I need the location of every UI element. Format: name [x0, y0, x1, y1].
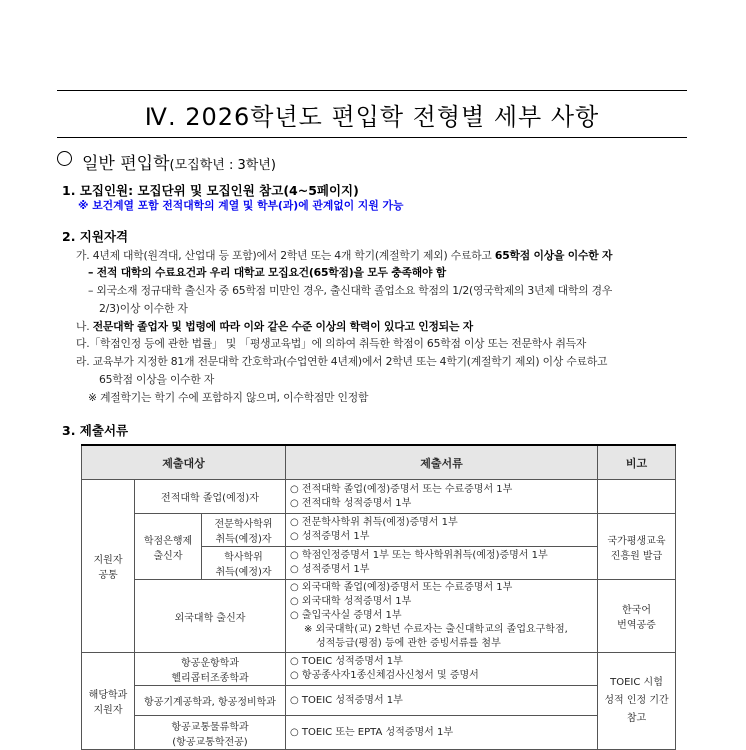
header-documents: 제출서류 — [286, 445, 598, 480]
table-row — [82, 686, 676, 716]
item2-note: ※ 계절학기는 학기 수에 포함하지 않으며, 이수학점만 인정함 — [88, 391, 369, 404]
qualification-a-dash1: – 전적 대학의 수료요건과 우리 대학교 모집요건(65학점)을 모두 충족해야 함 — [88, 266, 446, 279]
documents-cell — [286, 547, 598, 580]
table-row — [82, 716, 676, 750]
table-row — [82, 480, 676, 514]
remarks-cell: 한국어 번역공증 — [598, 580, 676, 653]
circle-bullet-icon — [57, 151, 72, 166]
target-cell: 항공기계공학과, 항공정비학과 — [135, 686, 286, 716]
qualification-a-dash2-line1: – 외국소재 정규대학 출신자 중 65학점 미만인 경우, 출신대학 졸업소요 학점의 1/2(영국학제의 3년제 대학의 경우 — [88, 284, 613, 297]
document-item: ○ 성적증명서 1부 — [290, 531, 370, 542]
document-item: ○ TOEIC 성적증명서 1부 — [290, 656, 403, 667]
qualification-a-dash2-line2: 2/3)이상 이수한 자 — [99, 302, 188, 315]
document-item: ○ 외국대학 졸업(예정)증명서 또는 수료증명서 1부 — [290, 582, 513, 593]
qualification-b — [76, 319, 473, 334]
item3-heading: 3. 제출서류 — [62, 423, 129, 438]
remarks-cell: 국가평생교육 진흥원 발급 — [598, 514, 676, 580]
documents-cell — [286, 480, 598, 514]
table-row — [82, 580, 676, 653]
qualification-a-text: 가. 4년제 대학(원격대, 산업대 등 포함)에서 2학년 또는 4개 학기(계절학기 제외) 수료하고 — [76, 249, 495, 262]
documents-cell — [286, 716, 598, 750]
item1-note: ※ 보건계열 포함 전적대학의 계열 및 학부(과)에 관계없이 지원 가능 — [78, 199, 404, 212]
target-cell: 전문학사학위 취득(예정)자 — [202, 514, 286, 547]
document-note: ※ 외국대학(교) 2학년 수료자는 출신대학교의 졸업요구학점, — [304, 624, 568, 635]
remarks-cell — [598, 480, 676, 514]
section-title: 일반 편입학 — [82, 154, 170, 174]
qualification-c: 다.「학점인정 등에 관한 법률」 및 「평생교육법」에 의하여 취득한 학점이 65학점 이상 또는 전문학사 취득자 — [76, 337, 587, 350]
document-item: ○ 전문학사학위 취득(예정)증명서 1부 — [290, 517, 458, 528]
documents-cell — [286, 580, 598, 653]
section-heading — [82, 149, 276, 174]
document-item: ○ 외국대학 성적증명서 1부 — [290, 596, 412, 607]
qualification-b-text: 전문대학 졸업자 및 법령에 따라 이와 같은 수준 이상의 학력이 있다고 인정되는 자 — [92, 320, 473, 333]
document-item: ○ TOEIC 성적증명서 1부 — [290, 694, 403, 706]
document-item: ○ 학점인정증명서 1부 또는 학사학위취득(예정)증명서 1부 — [290, 550, 548, 561]
target-cell: 외국대학 출신자 — [135, 580, 286, 653]
documents-cell — [286, 653, 598, 686]
table-row — [82, 514, 676, 547]
target-cell: 항공교통물류학과 (항공교통학전공) — [135, 716, 286, 750]
target-cell: 항공운항학과 헬리콥터조종학과 — [135, 653, 286, 686]
qualification-a — [76, 248, 612, 263]
remarks-cell: TOEIC 시험 성적 인정 기간 참고 — [598, 653, 676, 750]
document-item: ○ 전적대학 졸업(예정)증명서 또는 수료증명서 1부 — [290, 483, 513, 495]
group-credit-bank: 학점은행제 출신자 — [135, 514, 202, 580]
title-bottom-rule — [57, 137, 687, 138]
table-row — [82, 653, 676, 686]
item1-heading: 1. 모집인원: 모집단위 및 모집인원 참고(4~5페이지) — [62, 183, 359, 198]
qualification-a-emphasis: 65학점 이상을 이수한 자 — [494, 249, 613, 262]
table-header-row — [82, 445, 676, 480]
document-note: 성적등급(평점) 등에 관한 증빙서류를 첨부 — [316, 638, 501, 649]
section-subtitle: (모집학년 : 3학년) — [169, 158, 276, 173]
document-item: ○ TOEIC 또는 EPTA 성적증명서 1부 — [290, 726, 454, 738]
target-cell: 학사학위 취득(예정)자 — [202, 547, 286, 580]
documents-cell — [286, 686, 598, 716]
document-item: ○ 성적증명서 1부 — [290, 564, 370, 575]
document-item: ○ 전적대학 성적증명서 1부 — [290, 497, 412, 509]
item2-heading: 2. 지원자격 — [62, 229, 129, 244]
documents-cell — [286, 514, 598, 547]
qualification-d-line2: 65학점 이상을 이수한 자 — [99, 373, 215, 386]
group-department-applicants: 해당학과 지원자 — [82, 653, 135, 750]
document-item: ○ 출입국사실 증명서 1부 — [290, 610, 402, 621]
document-item: ○ 항공종사자1종신체검사신청서 및 증명서 — [290, 670, 479, 681]
qualification-d-line1: 라. 교육부가 지정한 81개 전문대학 간호학과(수업연한 4년제)에서 2학년 또는 4학기(계절학기 제외) 이상 수료하고 — [76, 355, 608, 368]
documents-table — [81, 444, 676, 750]
header-remarks: 비고 — [598, 445, 676, 480]
header-target: 제출대상 — [82, 445, 286, 480]
target-cell: 전적대학 졸업(예정)자 — [135, 480, 286, 514]
title-top-rule — [57, 90, 687, 91]
group-common-applicants: 지원자 공통 — [82, 480, 135, 653]
page-title: Ⅳ. 2026학년도 편입학 전형별 세부 사항 — [144, 103, 600, 131]
qualification-b-prefix: 나. — [76, 320, 93, 333]
